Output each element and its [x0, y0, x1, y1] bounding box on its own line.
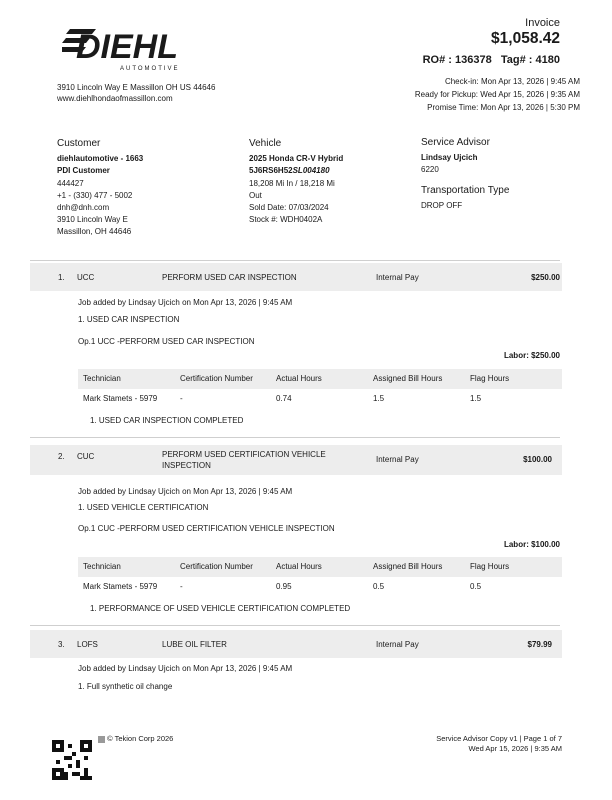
job-code: UCC: [77, 273, 95, 282]
th-technician: Technician: [83, 374, 121, 383]
advisor-id: 6220: [421, 165, 439, 175]
vehicle-block: [249, 138, 343, 226]
th-assigned-hours: Assigned Bill Hours: [373, 374, 443, 383]
advisor-name: Lindsay Ujcich: [421, 153, 478, 163]
job-header: [30, 445, 562, 475]
job-added-by: Job added by Lindsay Ujcich on Mon Apr 13, 2026 | 9:45 AM: [78, 664, 293, 673]
job-code: CUC: [77, 452, 95, 461]
cell-flag-hours: 1.5: [470, 394, 482, 403]
copyright-text: © Tekion Corp 2026: [107, 734, 174, 743]
advisor-block: [421, 137, 509, 212]
divider: [30, 625, 560, 626]
customer-heading: Customer: [57, 138, 101, 149]
cell-actual-hours: 0.95: [276, 582, 292, 591]
table-header: [78, 369, 562, 389]
th-assigned-hours: Assigned Bill Hours: [373, 562, 443, 571]
cell-certification: -: [180, 394, 183, 403]
cell-assigned-hours: 1.5: [373, 394, 385, 403]
footer-copyright: [98, 734, 173, 743]
ro-tag-line: [423, 54, 560, 66]
customer-phone: +1 - (330) 477 - 5002: [57, 190, 133, 200]
table-row: [78, 577, 562, 597]
vin-prefix: 5J6RS6H52: [249, 166, 293, 176]
vehicle-stock: Stock #: WDH0402A: [249, 215, 323, 225]
vehicle-heading: Vehicle: [249, 138, 282, 149]
vehicle-model: 2025 Honda CR-V Hybrid: [249, 154, 344, 164]
vin-suffix: SL004180: [292, 166, 330, 176]
footer-page-info: [436, 734, 562, 754]
job-title-cont: INSPECTION: [162, 461, 211, 470]
technician-table: [78, 369, 562, 409]
print-date: Wed Apr 15, 2026 | 9:35 AM: [468, 744, 562, 753]
job-added-by: Job added by Lindsay Ujcich on Mon Apr 13, 2026 | 9:45 AM: [78, 298, 293, 307]
divider: [30, 437, 560, 438]
ro-number: RO# : 136378: [422, 54, 492, 66]
job-price: $100.00: [523, 455, 552, 464]
th-actual-hours: Actual Hours: [276, 374, 322, 383]
customer-type: PDI Customer: [57, 166, 110, 176]
job-description: 1. Full synthetic oil change: [78, 682, 173, 691]
customer-city: Massillon, OH 44646: [57, 227, 132, 237]
tag-number: Tag# : 4180: [500, 54, 560, 66]
service-times: [415, 75, 580, 114]
job-labor: Labor: $250.00: [503, 351, 560, 360]
job-pay-type: Internal Pay: [376, 455, 419, 464]
job-pay-type: Internal Pay: [376, 273, 419, 282]
logo-wordmark: DIEHL: [76, 28, 178, 66]
vehicle-vin: [249, 165, 343, 177]
job-code: LOFS: [77, 640, 98, 649]
diehl-logo: [62, 26, 186, 72]
job-note: 1. PERFORMANCE OF USED VEHICLE CERTIFICATION COMPLETED: [90, 604, 351, 613]
job-description: 1. USED VEHICLE CERTIFICATION: [78, 503, 209, 512]
job-labor: Labor: $100.00: [503, 540, 560, 549]
job-number: 2.: [58, 452, 65, 461]
customer-block: [57, 138, 143, 239]
job-title: PERFORM USED CERTIFICATION VEHICLE: [162, 450, 326, 459]
customer-email: dnh@dnh.com: [57, 203, 110, 213]
vehicle-sold-date: Sold Date: 07/03/2024: [249, 203, 329, 213]
qr-code: [52, 740, 92, 780]
job-number: 1.: [58, 273, 65, 282]
th-flag-hours: Flag Hours: [470, 374, 510, 383]
transport-heading: Transportation Type: [421, 184, 510, 196]
job-price: $250.00: [531, 273, 560, 282]
cell-technician: Mark Stamets - 5979: [83, 394, 158, 403]
cell-technician: Mark Stamets - 5979: [83, 582, 158, 591]
technician-table: [78, 557, 562, 597]
vehicle-miles: 18,208 Mi In / 18,218 Mi: [249, 178, 335, 188]
th-flag-hours: Flag Hours: [470, 562, 510, 571]
th-actual-hours: Actual Hours: [276, 562, 322, 571]
cell-flag-hours: 0.5: [470, 582, 482, 591]
job-description: 1. USED CAR INSPECTION: [78, 315, 180, 324]
cell-assigned-hours: 0.5: [373, 582, 385, 591]
invoice-summary: [491, 17, 560, 48]
job-header: [30, 263, 562, 291]
invoice-label: Invoice: [525, 17, 560, 29]
checkin-time: Check-in: Mon Apr 13, 2026 | 9:45 AM: [444, 77, 580, 86]
transport-type: DROP OFF: [421, 200, 463, 210]
customer-id: 444427: [57, 178, 84, 188]
promise-time: Promise Time: Mon Apr 13, 2026 | 5:30 PM: [427, 103, 580, 112]
job-title: LUBE OIL FILTER: [162, 640, 227, 649]
table-row: [78, 389, 562, 409]
job-number: 3.: [58, 640, 65, 649]
job-added-by: Job added by Lindsay Ujcich on Mon Apr 13, 2026 | 9:45 AM: [78, 487, 293, 496]
th-certification: Certification Number: [180, 374, 253, 383]
copy-page: Service Advisor Copy v1 | Page 1 of 7: [436, 734, 562, 743]
job-pay-type: Internal Pay: [376, 640, 419, 649]
job-operation: Op.1 CUC -PERFORM USED CERTIFICATION VEHICLE INSPECTION: [78, 524, 335, 533]
th-certification: Certification Number: [180, 562, 253, 571]
table-header: [78, 557, 562, 577]
vehicle-miles-out: Out: [249, 190, 262, 200]
dealer-address: 3910 Lincoln Way E Massillon OH US 44646: [57, 83, 216, 92]
job-price: $79.99: [527, 640, 552, 649]
job-operation: Op.1 UCC -PERFORM USED CAR INSPECTION: [78, 337, 255, 346]
divider: [30, 260, 560, 261]
job-note: 1. USED CAR INSPECTION COMPLETED: [90, 416, 244, 425]
dealer-address-block: [57, 82, 215, 104]
customer-street: 3910 Lincoln Way E: [57, 215, 128, 225]
advisor-heading: Service Advisor: [421, 137, 490, 148]
pickup-time: Ready for Pickup: Wed Apr 15, 2026 | 9:35 AM: [414, 90, 580, 99]
job-title: PERFORM USED CAR INSPECTION: [162, 273, 297, 282]
job-header: [30, 630, 562, 658]
cell-certification: -: [180, 582, 183, 591]
cell-actual-hours: 0.74: [276, 394, 292, 403]
dealer-website: www.diehlhondaofmassillon.com: [57, 94, 173, 103]
tekion-icon: [98, 736, 105, 743]
th-technician: Technician: [83, 562, 121, 571]
invoice-amount: $1,058.42: [491, 30, 560, 47]
logo-subtitle: AUTOMOTIVE: [120, 66, 180, 72]
customer-name: diehlautomotive - 1663: [57, 154, 144, 164]
